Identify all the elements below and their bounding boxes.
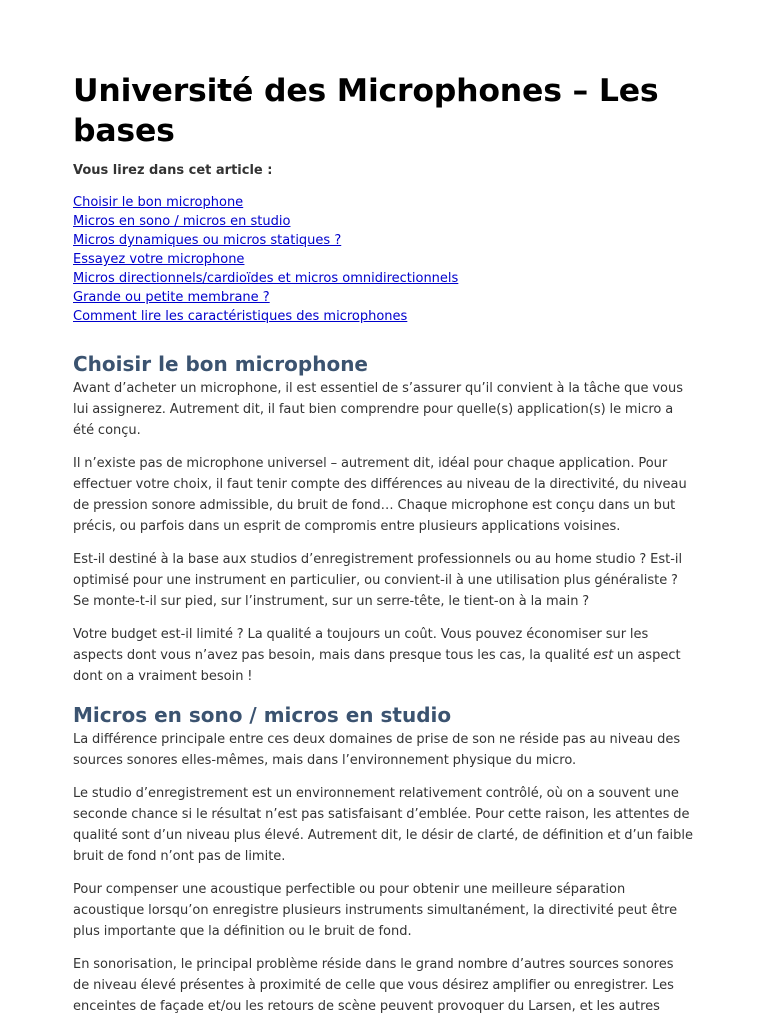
toc-item bbox=[73, 212, 693, 231]
paragraph: La différence principale entre ces deux domaines de prise de son ne réside pas au niveau des sources sonores elles-mêmes, mais dans l’environnement physique du micro. bbox=[73, 732, 681, 768]
paragraph-text: un aspect dont on a vraiment besoin ! bbox=[73, 648, 681, 684]
toc-item bbox=[73, 250, 693, 269]
paragraph: Est-il destiné à la base aux studios d’enregistrement professionnels ou au home studio ? Est-il optimisé pour une instrument en particulier, ou convient-il à une utilisation plus généraliste ? Se monte-t-il sur pied, sur l’instrument, sur un serre-tête, le tient-on à la main ? bbox=[73, 552, 683, 609]
toc-link-directionnels[interactable]: Micros directionnels/cardioïdes et micros omnidirectionnels bbox=[73, 271, 459, 286]
paragraph: Pour compenser une acoustique perfectible ou pour obtenir une meilleure séparation acoustique lorsqu’on enregistre plusieurs instruments simultanément, la directivité peut être plus importante que la définition ou le bruit de fond. bbox=[73, 882, 678, 939]
paragraph: Avant d’acheter un microphone, il est essentiel de s’assurer qu’il convient à la tâche que vous lui assignerez. Autrement dit, il faut bien comprendre pour quelle(s) application(s) le micro a été conçu. bbox=[73, 381, 683, 438]
emphasis-text: est bbox=[593, 648, 614, 663]
paragraph: Il n’existe pas de microphone universel – autrement dit, idéal pour chaque application. Pour effectuer votre choix, il faut tenir compte des différences au niveau de la directivité, du niveau de pression sonore admissible, du bruit de fond… Chaque microphone est conçu dans un but précis, ou parfois dans un esprit de compromis entre plusieurs applications voisines. bbox=[73, 456, 687, 534]
toc-item bbox=[73, 269, 693, 288]
section-heading-choisir: Choisir le bon microphone bbox=[73, 352, 368, 376]
page-title: Université des Microphones – Les bases bbox=[73, 73, 659, 149]
toc-intro: Vous lirez dans cet article : bbox=[73, 163, 273, 178]
toc-link-sono-studio[interactable]: Micros en sono / micros en studio bbox=[73, 214, 291, 229]
toc-link-dynamiques-statiques[interactable]: Micros dynamiques ou micros statiques ? bbox=[73, 233, 342, 248]
article bbox=[73, 0, 693, 1029]
toc-link-essayez[interactable]: Essayez votre microphone bbox=[73, 252, 245, 267]
toc-link-membrane[interactable]: Grande ou petite membrane ? bbox=[73, 290, 270, 305]
toc-item bbox=[73, 288, 693, 307]
paragraph: En sonorisation, le principal problème réside dans le grand nombre d’autres sources sonores de niveau élevé présentes à proximité de celle que vous désirez amplifier ou enregistrer. Les enceintes de façade et/ou les retours de scène peuvent provoquer du Larsen, et les autres bbox=[73, 957, 674, 1014]
paragraph bbox=[73, 624, 693, 687]
toc-item bbox=[73, 193, 693, 212]
toc-item bbox=[73, 231, 693, 250]
toc-link-caracteristiques[interactable]: Comment lire les caractéristiques des microphones bbox=[73, 309, 408, 324]
section-heading-sono-studio: Micros en sono / micros en studio bbox=[73, 703, 452, 727]
toc-item bbox=[73, 307, 693, 326]
paragraph: Le studio d’enregistrement est un environnement relativement contrôlé, où on a souvent une seconde chance si le résultat n’est pas satisfaisant d’emblée. Pour cette raison, les attentes de qualité sont d’un niveau plus élevé. Autrement dit, le désir de clarté, de définition et d’un faible bruit de fond n’ont pas de limite. bbox=[73, 786, 694, 864]
toc-link-choisir[interactable]: Choisir le bon microphone bbox=[73, 195, 244, 210]
paragraph-text: Votre budget est-il limité ? La qualité a toujours un coût. Vous pouvez économiser sur les aspects dont vous n’avez pas besoin, mais dans presque tous les cas, la qualité bbox=[73, 627, 649, 663]
table-of-contents bbox=[73, 193, 693, 326]
